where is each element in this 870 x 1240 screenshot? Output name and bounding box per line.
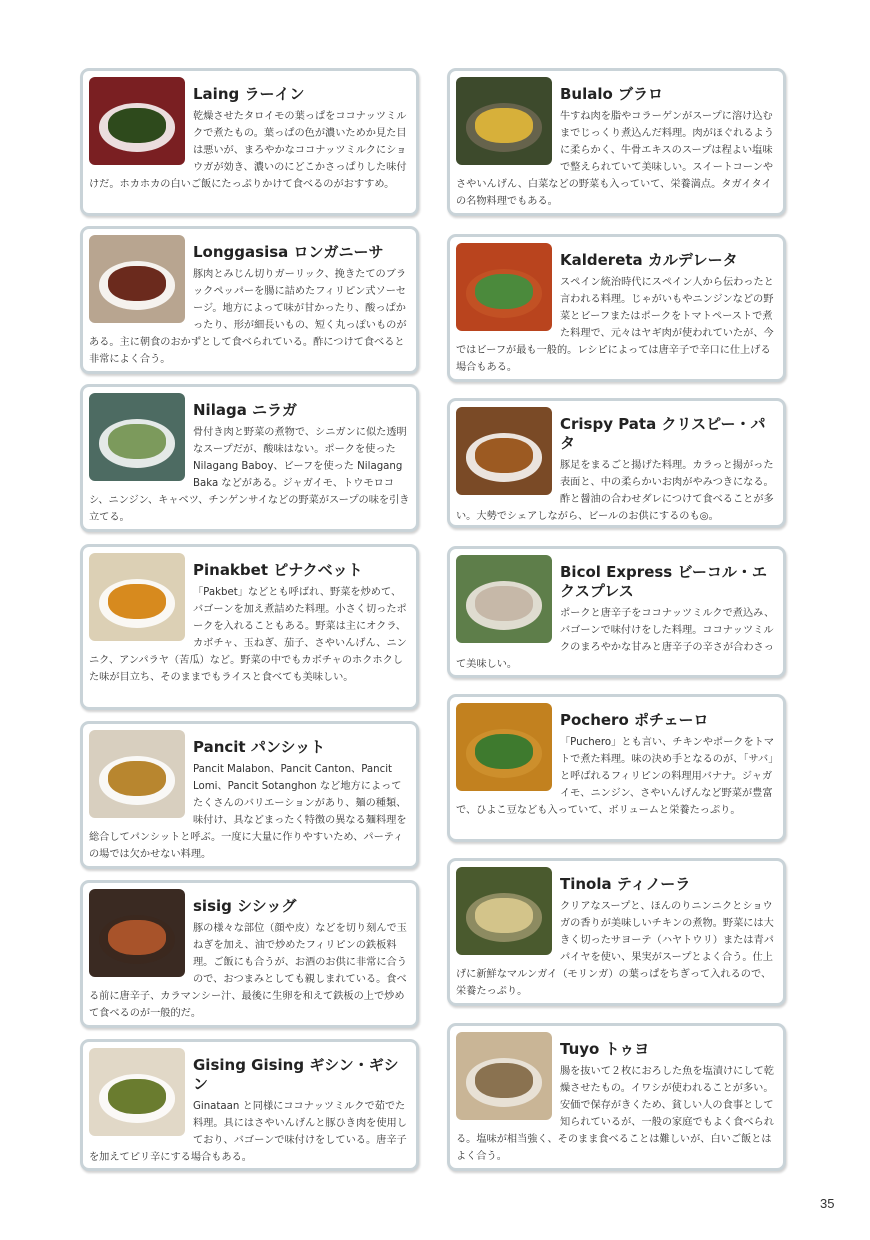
- dish-card-tinola: [447, 858, 786, 1006]
- dish-title: Tinola ティノーラ: [560, 875, 691, 893]
- dish-photo: [89, 77, 185, 165]
- dish-card-longgasisa: [80, 226, 419, 374]
- dish-description: 「Pakbet」などとも呼ばれ、野菜を炒めて、バゴーンを加え煮詰めた料理。小さく切ったポークを入れることもある。野菜は主にオクラ、カボチャ、玉ねぎ、茄子、さやいんげん、ニンニク、アンパラヤ（苦瓜）など。野菜の中でもカボチャのホクホクした味が目立ち、そのままでもライスと食べても美味しい。: [89, 587, 407, 683]
- dish-photo: [89, 235, 185, 323]
- dish-card-tuyo: [447, 1023, 786, 1171]
- dish-card-bulalo: [447, 68, 786, 216]
- dish-description: 豚足をまるごと揚げた料理。カラっと揚がった表面と、中の柔らかいお肉がやみつきになる。酢と醤油の合わせダレにつけて食べることが多い。大勢でシェアしながら、ビールのお供にするのも◎。: [456, 460, 774, 522]
- dish-photo: [456, 243, 552, 331]
- dish-card-pinakbet: [80, 544, 419, 710]
- dish-title: Nilaga ニラガ: [193, 401, 298, 419]
- dish-title: Gising Gising ギシン・ギシン: [193, 1056, 399, 1093]
- dish-card-laing: [80, 68, 419, 216]
- dish-title: Crispy Pata クリスピー・パタ: [560, 415, 766, 452]
- dish-photo: [89, 393, 185, 481]
- dish-description: 豚の様々な部位（顔や皮）などを切り刻んで玉ねぎを加え、油で炒めたフィリピンの鉄板料理。ご飯にも合うが、お酒のお供に非常に合うので、おつまみとしても親しまれている。食べる前に唐辛子、カラマンシー汁、最後に生卵を和えて鉄板の上で炒めて食べるのが一般的だ。: [89, 923, 407, 1019]
- dish-card-pancit: [80, 721, 419, 869]
- page-number: 35: [820, 1196, 835, 1211]
- dish-title: Pochero ポチェーロ: [560, 711, 709, 729]
- dish-description: クリアなスープと、ほんのりニンニクとショウガの香りが美味しいチキンの煮物。野菜には大きく切ったサヨーテ（ハヤトウリ）または青パパイヤを使い、果実がスープとよく合う。仕上げに新鮮なマルンガイ（モリンガ）の葉っぱをちぎって入れるので、栄養たっぷり。: [456, 901, 774, 997]
- dish-description: 牛すね肉を脂やコラーゲンがスープに溶け込むまでじっくり煮込んだ料理。肉がほぐれるように柔らかく、牛骨エキスのスープは程よい塩味で整えられていて美味しい。スイートコーンやさやいんげん、白菜などの野菜も入っていて、栄養満点。タガイタイの名物料理でもある。: [456, 111, 774, 207]
- dish-description: ポークと唐辛子をココナッツミルクで煮込み、バゴーンで味付けをした料理。ココナッツミルクのまろやかな甘みと唐辛子の辛さが合わさって美味しい。: [456, 608, 775, 670]
- dish-description: 「Puchero」とも言い、チキンやポークをトマトで煮た料理。味の決め手となるのが、「サバ」と呼ばれるフィリピンの料理用バナナ。ジャガイモ、ニンジン、さやいんげんなど野菜が豊富で、ひよこ豆なども入っていて、ボリュームと栄養たっぷり。: [456, 737, 775, 816]
- dish-title: Kaldereta カルデレータ: [560, 251, 738, 269]
- dish-title: Pinakbet ピナクベット: [193, 561, 363, 579]
- dish-card-pochero: [447, 694, 786, 842]
- dish-title: Bicol Express ビーコル・エクスプレス: [560, 563, 767, 600]
- dish-description: スペイン統治時代にスペイン人から伝わったと言われる料理。じゃがいもやニンジンなどの野菜とビーフまたはポークをトマトペーストで煮た料理で、元々はヤギ肉が使われていたが、今ではビーフが最も一般的。レシピによっては唐辛子で辛口に仕上げる場合もある。: [456, 277, 774, 373]
- dish-title: Longgasisa ロンガニーサ: [193, 243, 384, 261]
- dish-photo: [89, 730, 185, 818]
- dish-photo: [456, 77, 552, 165]
- dish-description: Pancit Malabon、Pancit Canton、Pancit Lomi、Pancit Sotanghon など地方によってたくさんのバリエーションがあり、麺の種類、味付け、具などまったく特徴の異なる麺料理を総合してパンシットと呼ぶ。一度に大量に作りやすいため、パーティの場では欠かせない料理。: [89, 764, 407, 860]
- dish-photo: [456, 1032, 552, 1120]
- dish-title: Bulalo ブラロ: [560, 85, 664, 103]
- dish-title: Laing ラーイン: [193, 85, 305, 103]
- dish-card-nilaga: [80, 384, 419, 532]
- dish-photo: [89, 1048, 185, 1136]
- dish-description: 腸を抜いて２枚におろした魚を塩漬けにして乾燥させたもの。イワシが使われることが多い。安価で保存がきくため、貧しい人の食事として知られているが、一般の家庭でもよく食べられる。塩味が相当強く、そのまま食べることは難しいが、白いご飯とはよく合う。: [456, 1066, 774, 1162]
- dish-card-kaldereta: [447, 234, 786, 382]
- dish-description: 乾燥させたタロイモの葉っぱをココナッツミルクで煮たもの。葉っぱの色が濃いためか見た目は悪いが、まろやかなココナッツミルクにショウガが効き、濃いのにどこかさっぱりした味付けだ。ホカホカの白いご飯にたっぷりかけて食べるのがおすすめ。: [89, 111, 407, 190]
- dish-card-sisig: [80, 880, 419, 1028]
- dish-description: 豚肉とみじん切りガーリック、挽きたてのブラックペッパーを腸に詰めたフィリピン式ソーセージ。地方によって味が甘かったり、酸っぱかったり、形が細長いもの、短く丸っぽいものがある。主に朝食のおかずとして食べられている。酢につけて食べると非常によく合う。: [89, 269, 407, 365]
- dish-title: Pancit パンシット: [193, 738, 326, 756]
- dish-photo: [456, 867, 552, 955]
- dish-title: sisig シシッグ: [193, 897, 297, 915]
- dish-description: 骨付き肉と野菜の煮物で、シニガンに似た透明なスープだが、酸味はない。ポークを使った Nilagang Baboy、ビーフを使った Nilagang Baka などがある。ジャガイモ、トウモロコシ、ニンジン、キャベツ、チンゲンサイなどの野菜がスープの味を引き立てる。: [89, 427, 410, 523]
- dish-photo: [456, 407, 552, 495]
- dish-photo: [89, 889, 185, 977]
- dish-card-bicol-express: [447, 546, 786, 678]
- dish-card-crispy-pata: [447, 398, 786, 528]
- dish-description: Ginataan と同様にココナッツミルクで茹でた料理。具にはさやいんげんと豚ひき肉を使用しており、バゴーンで味付けをしている。唐辛子を加えてピリ辛にする場合もある。: [89, 1101, 407, 1163]
- dish-card-gising-gising: [80, 1039, 419, 1171]
- dish-photo: [456, 703, 552, 791]
- dish-photo: [456, 555, 552, 643]
- dish-photo: [89, 553, 185, 641]
- dish-title: Tuyo トゥヨ: [560, 1040, 650, 1058]
